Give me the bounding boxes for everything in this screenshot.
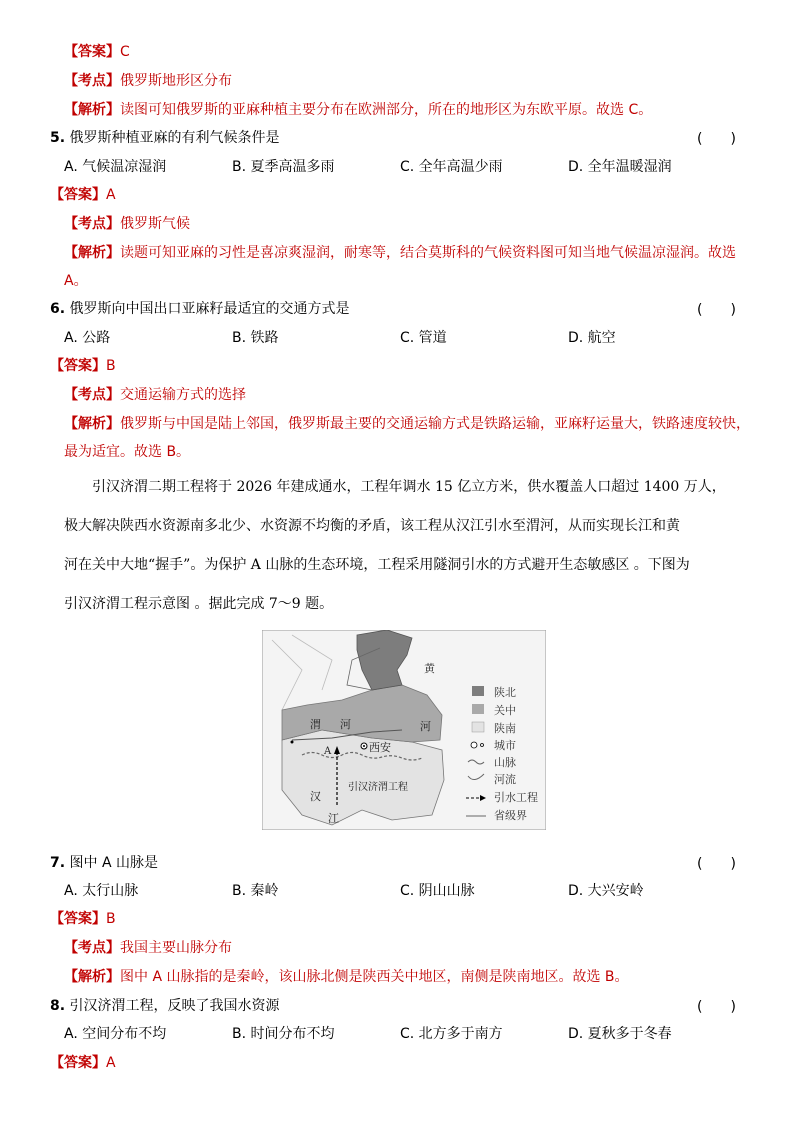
label-han: 汉 <box>310 790 321 803</box>
legend-river: 河流 <box>494 773 516 786</box>
q7-option-c: C. 阴山山脉 <box>400 883 475 899</box>
legend-swatch-shaanbei <box>472 686 484 696</box>
analysis-text: 俄罗斯与中国是陆上邻国，俄罗斯最主要的交通运输方式是铁路运输，亚麻籽运量大，铁路速度较快， <box>120 416 750 432</box>
question-number: 8. <box>50 998 66 1014</box>
q8-answer <box>50 1053 116 1073</box>
legend-shaanbei: 陕北 <box>494 686 516 699</box>
analysis-text: 读题可知亚麻的习性是喜凉爽湿润，耐寒等，结合莫斯科的气候资料图可知当地气候温凉湿润。故选 <box>120 245 736 261</box>
answer-value: C <box>120 44 130 60</box>
q7-point <box>64 938 232 958</box>
analysis-tag: 【解析】 <box>64 102 120 118</box>
label-xian: 西安 <box>369 741 391 754</box>
q7-stem <box>50 853 158 873</box>
q5-point <box>64 214 190 234</box>
passage-line-1: 引汉济渭二期工程将于 2026 年建成通水，工程年调水 15 亿立方米，供水覆盖人口超过 1400 万人， <box>92 479 726 495</box>
label-he: 河 <box>340 718 351 731</box>
point-tag: 【考点】 <box>64 216 120 232</box>
label-jiang: 江 <box>328 812 339 825</box>
answer-tag: 【答案】 <box>64 44 120 60</box>
analysis-tag: 【解析】 <box>64 245 120 261</box>
legend-guanzhong: 关中 <box>494 704 516 717</box>
answer-value: A <box>106 1055 116 1071</box>
label-he2: 河 <box>420 720 431 733</box>
legend-mountain: 山脉 <box>494 756 516 769</box>
xian-city-dot <box>363 745 365 747</box>
q6-answer-blank: ( ) <box>697 302 736 318</box>
point-value: 我国主要山脉分布 <box>120 940 232 956</box>
passage-line-3: 河在关中大地“握手”。为保护 A 山脉的生态环境，工程采用隧洞引水的方式避开生态敏感区 。下图为 <box>64 557 690 573</box>
analysis-text: 图中 A 山脉指的是秦岭，该山脉北侧是陕西关中地区，南侧是陕南地区。故选 B。 <box>120 969 629 985</box>
question-number: 7. <box>50 855 66 871</box>
point-tag: 【考点】 <box>64 940 120 956</box>
q7-analysis <box>64 967 629 987</box>
question-number: 6. <box>50 301 66 317</box>
legend-provincial-boundary: 省级界 <box>494 809 527 822</box>
q8-option-a: A. 空间分布不均 <box>64 1026 167 1042</box>
point-value: 俄罗斯地形区分布 <box>120 73 232 89</box>
point-value: 交通运输方式的选择 <box>120 387 246 403</box>
point-tag: 【考点】 <box>64 73 120 89</box>
point-value: 俄罗斯气候 <box>120 216 190 232</box>
answer-tag: 【答案】 <box>50 911 106 927</box>
q5-option-a: A. 气候温凉湿润 <box>64 159 167 175</box>
q5-option-c: C. 全年高温少雨 <box>400 159 503 175</box>
label-project: 引汉济渭工程 <box>348 782 408 793</box>
q4-answer <box>64 42 130 62</box>
q6-analysis-cont: 最为适宜。故选 B。 <box>64 444 191 460</box>
q5-analysis <box>64 243 736 263</box>
q5-answer-blank: ( ) <box>697 131 736 147</box>
q6-option-b: B. 铁路 <box>232 330 279 346</box>
q6-analysis <box>64 414 750 434</box>
q6-answer <box>50 356 116 376</box>
legend-swatch-guanzhong <box>472 704 484 714</box>
question-text: 俄罗斯向中国出口亚麻籽最适宜的交通方式是 <box>69 301 350 317</box>
q7-answer <box>50 909 116 929</box>
question-text: 俄罗斯种植亚麻的有利气候条件是 <box>69 130 280 146</box>
q7-answer-blank: ( ) <box>697 856 736 872</box>
analysis-text: 读图可知俄罗斯的亚麻种植主要分布在欧洲部分，所在的地形区为东欧平原。故选 C。 <box>120 102 653 118</box>
question-text: 图中 A 山脉是 <box>69 855 158 871</box>
q5-stem <box>50 128 280 148</box>
q8-option-d: D. 夏秋多于冬春 <box>568 1026 672 1042</box>
legend-water-project: 引水工程 <box>494 791 538 804</box>
answer-tag: 【答案】 <box>50 358 106 374</box>
legend-symbol-city <box>471 742 477 748</box>
q6-option-a: A. 公路 <box>64 330 111 346</box>
point-tag: 【考点】 <box>64 387 120 403</box>
q7-option-b: B. 秦岭 <box>232 883 279 899</box>
city-marker-small <box>291 741 294 744</box>
answer-tag: 【答案】 <box>50 1055 106 1071</box>
q6-stem <box>50 299 350 319</box>
answer-value: A <box>106 187 116 203</box>
q6-option-c: C. 管道 <box>400 330 447 346</box>
shaanxi-map-figure <box>262 630 546 830</box>
label-wei: 渭 <box>310 718 321 731</box>
q6-option-d: D. 航空 <box>568 330 616 346</box>
q7-option-d: D. 大兴安岭 <box>568 883 644 899</box>
q5-answer <box>50 185 116 205</box>
q5-analysis-cont: A。 <box>64 273 88 289</box>
passage-line-4: 引汉济渭工程示意图 。据此完成 7～9 题。 <box>64 596 334 612</box>
q8-stem <box>50 996 280 1016</box>
label-a: A <box>324 746 332 757</box>
q8-answer-blank: ( ) <box>697 999 736 1015</box>
q5-option-b: B. 夏季高温多雨 <box>232 159 335 175</box>
question-text: 引汉济渭工程，反映了我国水资源 <box>69 998 280 1014</box>
answer-value: B <box>106 911 116 927</box>
analysis-tag: 【解析】 <box>64 969 120 985</box>
q4-analysis <box>64 100 652 120</box>
passage-line-2: 极大解决陕西水资源南多北少、水资源不均衡的矛盾，该工程从汉江引水至渭河，从而实现长江和黄 <box>64 518 680 534</box>
q7-option-a: A. 太行山脉 <box>64 883 139 899</box>
q5-option-d: D. 全年温暖湿润 <box>568 159 672 175</box>
answer-tag: 【答案】 <box>50 187 106 203</box>
q4-point <box>64 71 232 91</box>
label-huang: 黄 <box>424 662 435 675</box>
question-number: 5. <box>50 130 66 146</box>
answer-value: B <box>106 358 116 374</box>
q8-option-b: B. 时间分布不均 <box>232 1026 335 1042</box>
analysis-tag: 【解析】 <box>64 416 120 432</box>
legend-shaannan: 陕南 <box>494 722 516 735</box>
legend-city: 城市 <box>494 739 516 752</box>
q6-point <box>64 385 246 405</box>
q8-option-c: C. 北方多于南方 <box>400 1026 503 1042</box>
legend-swatch-shaannan <box>472 722 484 732</box>
